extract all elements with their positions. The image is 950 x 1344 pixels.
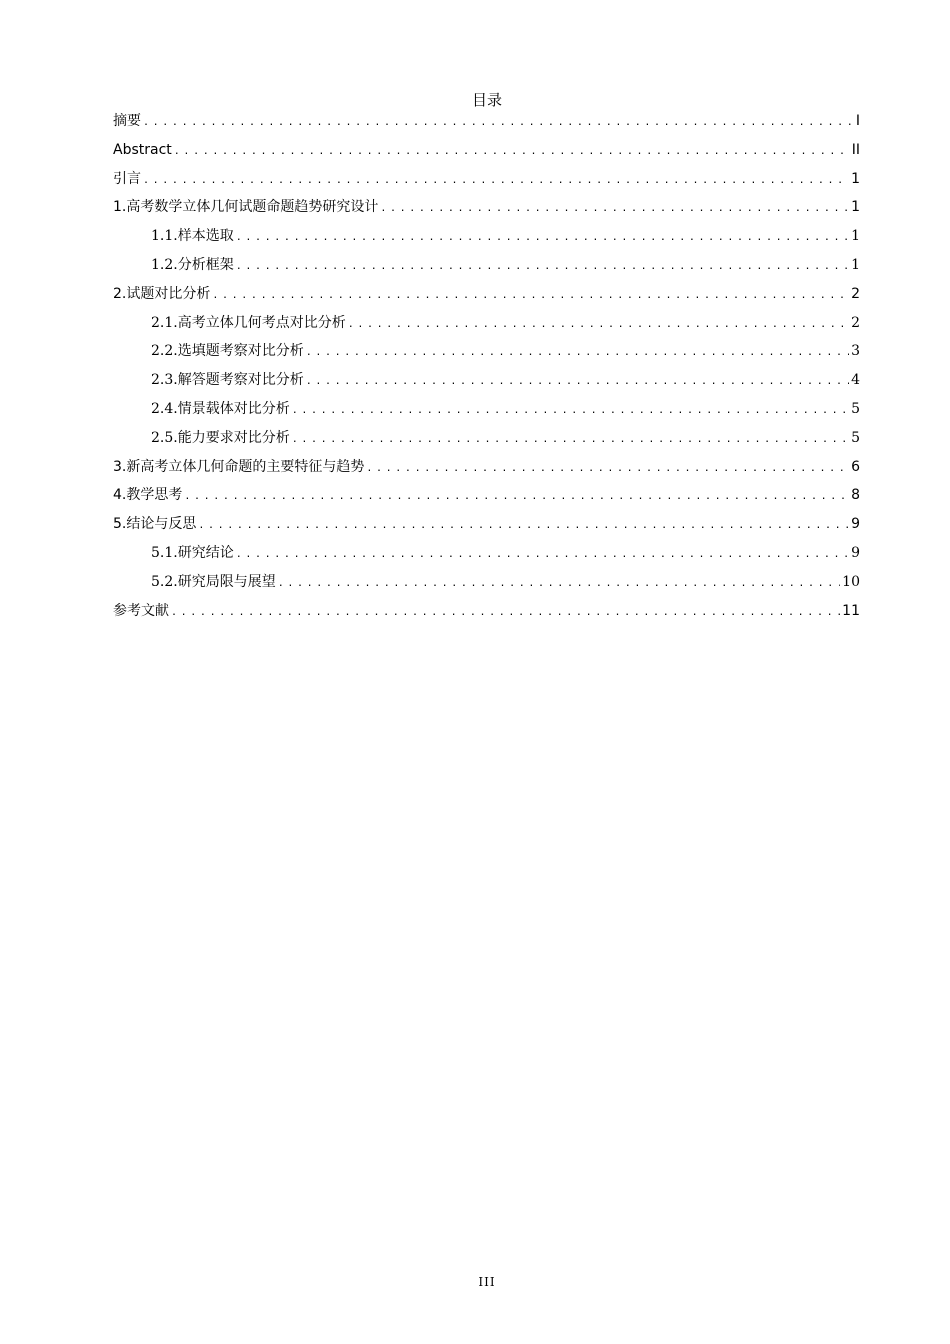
toc-entry-title: 选填题考察对比分析 [177,343,304,360]
toc-entry[interactable] [113,167,860,196]
toc-entry-page: 2 [851,314,860,331]
toc-entry-title: 参考文献 [113,602,169,619]
dot-leader [306,372,849,392]
toc-entry[interactable] [113,483,860,512]
toc-entry-page: 1 [851,199,860,216]
toc-entry-number: 2.2. [151,343,178,360]
dot-leader [366,459,849,479]
toc-entry-page: 8 [851,487,860,504]
toc-entry-number: 4. [113,487,127,504]
toc-entry-number: 2.1. [151,314,178,331]
toc-entry[interactable] [113,397,860,426]
toc-entry-page: 3 [851,343,860,360]
toc-entry-title: 新高考立体几何命题的主要特征与趋势 [126,458,365,475]
toc-entry-number: 2. [113,285,127,302]
toc-entry-title: 情景载体对比分析 [177,400,290,417]
toc-entry[interactable] [113,253,860,282]
toc-entry-title: 教学思考 [126,487,183,504]
dot-leader [174,142,850,162]
toc-entry[interactable] [113,138,860,167]
toc-entry-title: 试题对比分析 [126,285,211,302]
dot-leader [348,315,849,335]
toc-entry-page: 1 [851,256,860,273]
toc-entry-page: II [851,141,860,158]
toc-title: 目录 [471,91,502,109]
toc-list [113,109,860,627]
footer-page-number: III [478,1275,496,1289]
toc-entry-page: 11 [842,602,860,619]
toc-entry-title: 摘要 [113,113,141,129]
toc-entry-number: 1. [113,199,127,216]
toc-entry-title: 结论与反思 [126,516,197,533]
toc-entry-title: 高考立体几何考点对比分析 [177,314,346,331]
dot-leader [198,516,849,536]
toc-entry[interactable] [113,282,860,311]
dot-leader [236,545,849,565]
toc-entry-page: 9 [851,516,860,533]
toc-entry[interactable] [113,599,860,628]
dot-leader [236,257,849,277]
dot-leader [171,603,840,623]
toc-entry[interactable] [113,426,860,455]
toc-entry[interactable] [113,541,860,570]
toc-entry-title: 解答题考察对比分析 [177,372,304,389]
toc-entry-number: 2.4. [151,400,178,417]
dot-leader [306,343,849,363]
toc-entry[interactable] [113,455,860,484]
dot-leader [212,286,849,306]
toc-entry-page: 5 [851,429,860,446]
toc-entry-number: 3. [113,458,127,475]
dot-leader [236,228,849,248]
toc-entry-title: 研究局限与展望 [177,573,276,590]
toc-entry[interactable] [113,512,860,541]
dot-leader [143,171,849,191]
toc-entry-title: 研究结论 [177,544,234,561]
toc-entry-page: 4 [851,372,860,389]
toc-entry-page: 2 [851,285,860,302]
toc-entry[interactable] [113,109,860,138]
dot-leader [292,401,849,421]
dot-leader [143,113,854,133]
toc-entry[interactable] [113,368,860,397]
toc-entry-number: 1.1. [151,228,178,245]
toc-entry-title: Abstract [113,141,172,158]
toc-entry-page: I [855,113,860,129]
toc-entry[interactable] [113,339,860,368]
toc-entry-title: 样本选取 [177,228,234,245]
toc-entry-title: 引言 [113,170,141,187]
toc-entry[interactable] [113,224,860,253]
toc-entry-title: 能力要求对比分析 [177,429,290,446]
dot-leader [292,430,849,450]
toc-entry-page: 9 [851,544,860,561]
toc-entry-number: 2.3. [151,372,178,389]
toc-entry-number: 5. [113,516,127,533]
toc-entry-page: 5 [851,400,860,417]
toc-entry-page: 1 [851,228,860,245]
dot-leader [278,574,840,594]
toc-entry[interactable] [113,195,860,224]
toc-entry[interactable] [113,570,860,599]
dot-leader [380,199,849,219]
toc-entry-number: 5.2. [151,573,178,590]
toc-entry-title: 高考数学立体几何试题命题趋势研究设计 [126,199,379,216]
toc-entry-number: 1.2. [151,256,178,273]
toc-entry-number: 2.5. [151,429,178,446]
toc-entry[interactable] [113,311,860,340]
toc-entry-page: 10 [842,573,860,590]
dot-leader [184,487,849,507]
toc-entry-number: 5.1. [151,544,178,561]
toc-entry-page: 6 [851,458,860,475]
toc-entry-page: 1 [851,170,860,187]
toc-entry-title: 分析框架 [177,256,234,273]
